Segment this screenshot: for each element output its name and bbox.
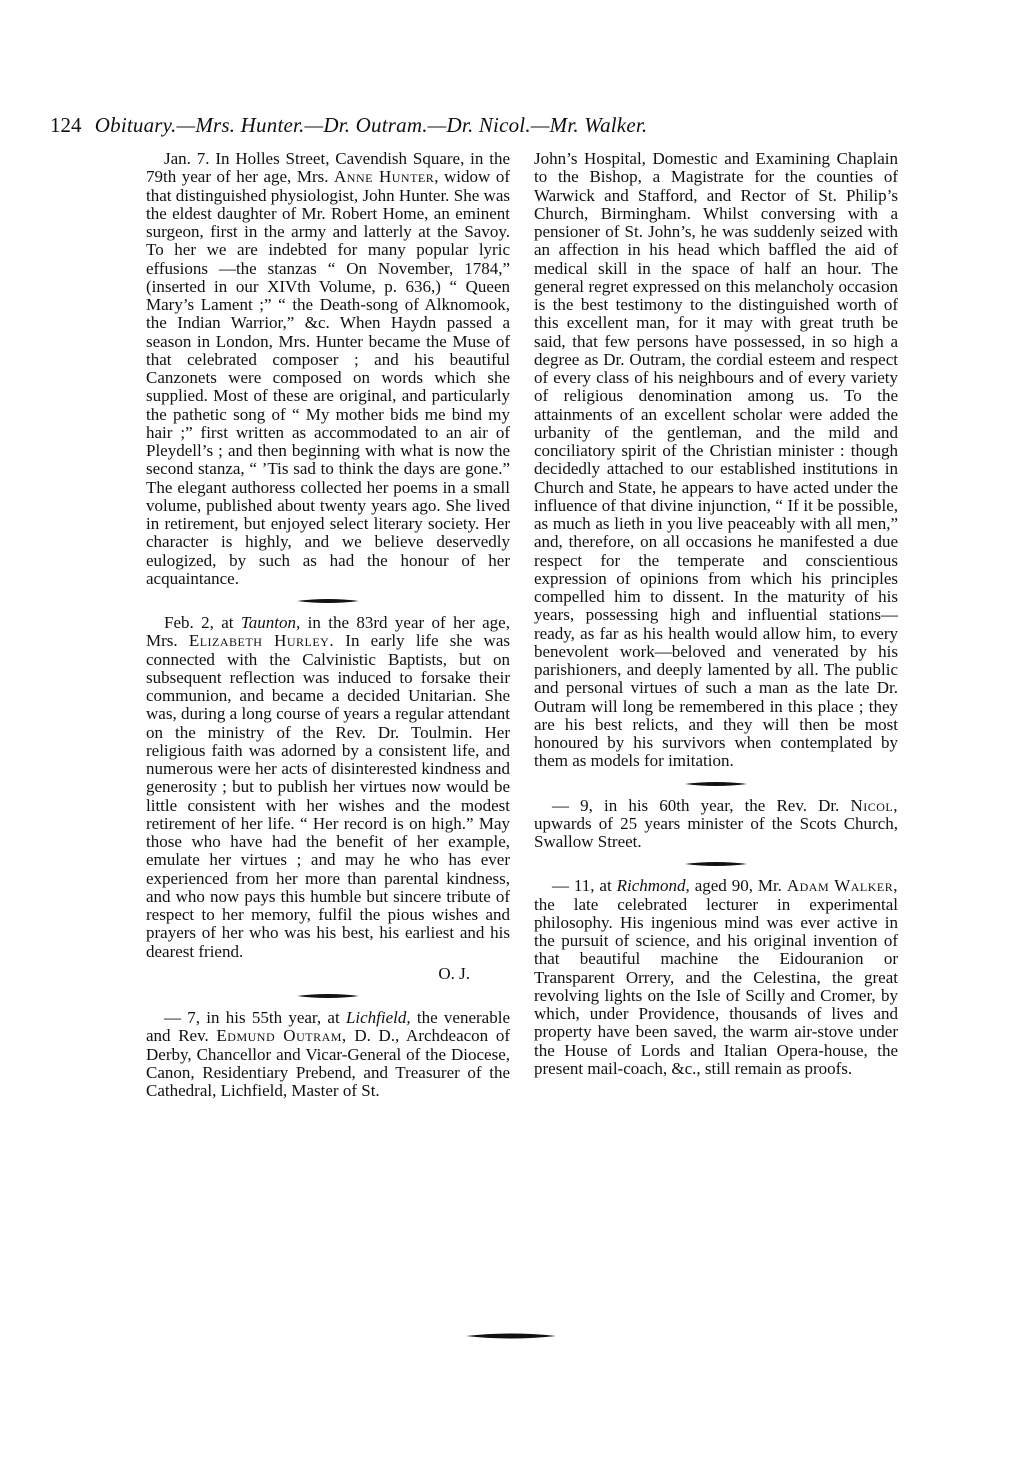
place-name: Richmond, bbox=[616, 876, 690, 896]
section-divider bbox=[685, 861, 747, 867]
obituary-hunter: Jan. 7. In Holles Street, Cavendish Square, in the 79th year of her age, Mrs. Anne Hunter, widow of that distinguished physiologist, John Hunter. She was the eldest daughter of Mr. Robert Home, an eminent surgeon, first in the army and latterly at the Savoy. To her we are indebted for many popular lyric effusions —the stanzas “ On November, 1784,” (inserted in our XIVth Volume, p. 636,) “ Queen Mary’s Lament ;” “ the Death-song of Alknomook, the Indian Warrior,” &c. When Haydn passed a season in London, Mrs. Hunter became the Muse of that celebrated composer ; and his beautiful Canzonets were composed on words which she supplied. Most of these are original, and particularly the pathetic song of “ My mother bids me bind my hair ;” first written as accommodated to an air of Pleydell’s ; and then beginning with what is now the second stanza, “ ’Tis sad to think the days are gone.” The elegant authoress collected her poems in a small volume, published about twenty years ago. She lived in retirement, but enjoyed select literary society. Her character is highly, and we believe deservedly eulogized, by such as had the honour of her acquaintance. bbox=[146, 149, 510, 588]
running-header bbox=[50, 113, 920, 141]
place-name: Lichfield, bbox=[345, 1008, 411, 1027]
deceased-name: Edmund Outram, bbox=[216, 1026, 347, 1046]
obituary-outram-continued: John’s Hospital, Domestic and Examining Chaplain to the Bishop, a Magistrate for the counties of Warwick and Stafford, and Rector of St. Philip’s Church, Birmingham. Whilst conversing with a pensioner of St. John’s, he was suddenly seized with an affection in his head which baffled the aid of medical skill in the space of half an hour. The general regret expressed on this melancholy occasion is the best testimony to the distinguished worth of this excellent man, for it may with great truth be said, that few persons have possessed, in so high a degree as Dr. Outram, the cordial esteem and respect of every class of his neighbours and of every variety of religious denomination among us. To the attainments of an excellent scholar were added the urbanity of the gentleman, and the mild and conciliatory spirit of the Christian minister : though decidedly attached to our established institutions in Church and State, he appears to have acted under the influence of that divine injunction, “ If it be possible, as much as lieth in you live peaceably with all men,” and, therefore, on all occasions he manifested a due respect for the temperate and conscientious expression of opinions from which his principles compelled him to dissent. In the maturity of his years, possessing high and influential stations— ready, as far as his health would allow him, to every benevolent work—beloved and venerated by his parishioners, and deeply lamented by all. The public and personal virtues of such a man as the late Dr. Outram will long be remembered in this place ; they are his best relicts, and they will then be most honoured by his survivors when contemplated by them as models for imitation. bbox=[534, 149, 898, 771]
deceased-name: Nicol, bbox=[850, 795, 898, 815]
page-number: 124 bbox=[50, 113, 82, 137]
section-divider bbox=[685, 781, 747, 787]
obituary-nicol: — 9, in his 60th year, the Rev. Dr. Nicol, upwards of 25 years minister of the Scots Church, Swallow Street. bbox=[534, 795, 898, 851]
place-name: Taunton, bbox=[240, 613, 301, 632]
obituary-walker: — 11, at Richmond, aged 90, Mr. Adam Walker, the late celebrated lecturer in experimental philosophy. His ingenious mind was ever active in the pursuit of science, and his original invention of that beautiful machine the Eidouranion or Transparent Orrery, and the Celestina, the great revolving lights on the Isle of Scilly and Cromer, by which, under Providence, thousands of lives and property have been saved, the warm air-stove under the House of Lords and Italian Opera-house, the present mail-coach, &c., still remain as proofs. bbox=[534, 876, 899, 1078]
obituary-hurley: Feb. 2, at Taunton, in the 83rd year of her age, Mrs. Elizabeth Hurley. In early life she was connected with the Calvinistic Baptists, but on subsequent reflection was induced to forsake their communion, and became a decided Unitarian. She was, during a long course of years a regular attendant on the ministry of the Rev. Dr. Toulmin. Her religious faith was adorned by a consistent life, and numerous were her acts of disinterested kindness and generosity ; but to publish her virtues now would be little consistent with her wishes and the modest retirement of her life. “ Her record is on high.” May those who have had the benefit of her example, emulate her virtues ; and may he who has ever experienced from her more than parental kindness, and who now pays this humble but sincere tribute of respect to her memory, fulfil the pious wishes and prayers of her who was his best, his earliest and his dearest friend. bbox=[146, 613, 510, 961]
right-column bbox=[534, 150, 898, 1078]
obituary-outram: — 7, in his 55th year, at Lichfield, the venerable and Rev. Edmund Outram, D. D., Archdeacon of Derby, Chancellor and Vicar-General of the Diocese, Canon, Residentiary Prebend, and Treasurer of the Cathedral, Lichfield, Master of St. bbox=[146, 1008, 510, 1100]
deceased-name: Anne Hunter bbox=[334, 167, 435, 187]
author-signature: O. J. bbox=[438, 963, 470, 983]
page-end-divider bbox=[466, 1332, 556, 1340]
section-divider bbox=[297, 598, 359, 604]
section-divider bbox=[297, 993, 359, 999]
left-column bbox=[146, 150, 510, 1100]
deceased-name: Adam Walker, bbox=[786, 876, 899, 896]
deceased-name: Elizabeth Hurley. bbox=[188, 631, 335, 651]
running-title: Obituary.—Mrs. Hunter.—Dr. Outram.—Dr. Nicol.—Mr. Walker. bbox=[94, 113, 648, 137]
